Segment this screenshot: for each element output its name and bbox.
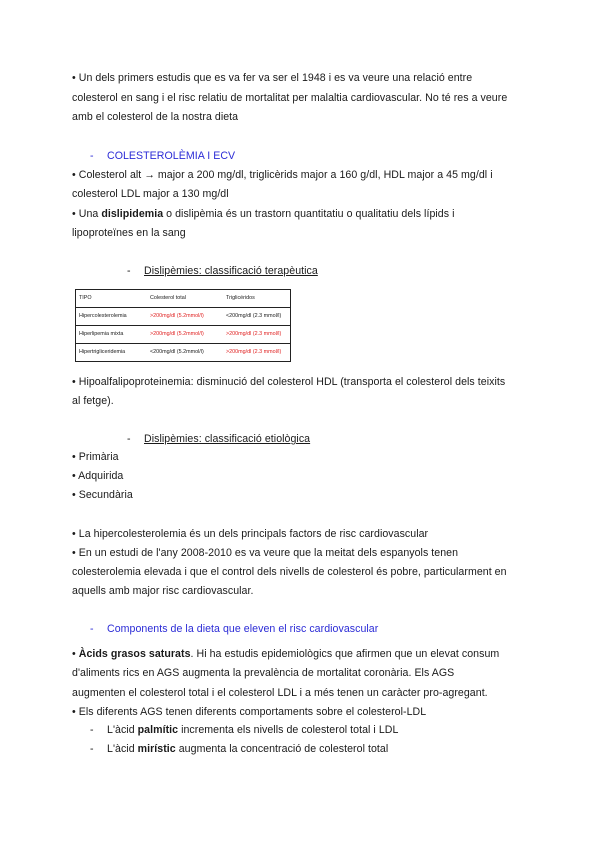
list-term: mirístic — [137, 743, 176, 755]
risk-line-2: • En un estudi de l'any 2008-2010 es va veure que la meitat dels espanyols tenen — [72, 547, 459, 559]
intro-line-1: • Un dels primers estudis que es va fer va ser el 1948 i es va veure una relació entre — [72, 72, 473, 84]
dislipidemia-post: o dislipèmia és un trastorn quantitatiu o qualitatiu dels lípids i — [163, 208, 455, 220]
cholesterol-line-2: colesterol LDL major a 130 mg/dl — [72, 188, 229, 200]
table-cell: Hipertrigliceridemia — [76, 344, 148, 362]
table-cell: Hiperlipemia mixta — [76, 326, 148, 344]
subheading-text: Dislipèmies: classificació etiològica — [144, 433, 311, 445]
list-item: • Primària — [72, 451, 119, 463]
heading-dash: - — [90, 623, 94, 635]
subheading-therapeutic — [127, 264, 318, 278]
hypo-line-1: • Hipoalfalipoproteinemia: disminució del colesterol HDL (transporta el colesterol dels teixits — [72, 376, 506, 388]
subheading-etiological — [127, 432, 310, 446]
risk-line-1: • La hipercolesterolemia és un dels principals factors de risc cardiovascular — [72, 528, 429, 540]
table-header-cell: Triglicéridos — [223, 290, 291, 308]
risk-line-3: colesterolemia elevada i que el control dels nivells de colesterol és pobre, particularment en — [72, 566, 507, 578]
ags-line-2: d'aliments rics en AGS augmenta la prevalència de mortalitat coronària. Els AGS — [72, 667, 455, 679]
subheading-dash: - — [127, 265, 131, 277]
list-post: augmenta la concentració de colesterol total — [175, 743, 389, 755]
list-dash: - — [90, 724, 94, 736]
ags-term: Àcids grasos saturats — [78, 648, 191, 660]
list-item — [90, 742, 388, 756]
heading-dash: - — [90, 150, 94, 162]
table-cell: <200mg/dl (5.2mmol/l) — [147, 344, 223, 362]
table-header-cell: Colesterol total — [147, 290, 223, 308]
dislipidemia-line-1 — [72, 207, 454, 221]
table-cell: >200mg/dl (5.2mmol/l) — [147, 308, 223, 326]
subheading-dash: - — [127, 433, 131, 445]
list-pre: L'àcid — [107, 743, 138, 755]
heading-text: Components de la dieta que eleven el risc cardiovascular — [107, 623, 379, 635]
list-item: • Secundària — [72, 489, 133, 501]
table-cell: >200mg/dl (2.3 mmol/l) — [223, 344, 291, 362]
dyslipidemia-table — [75, 289, 291, 362]
dislipidemia-term: dislipidemia — [101, 208, 164, 220]
section-heading-diet — [90, 622, 378, 636]
risk-line-4: aquells amb major risc cardiovascular. — [72, 585, 254, 597]
section-heading-colesterolemia — [90, 149, 235, 163]
list-dash: - — [90, 743, 94, 755]
table-row — [76, 344, 291, 362]
subheading-text: Dislipèmies: classificació terapèutica — [144, 265, 318, 277]
table-cell: <200mg/dl (2.3 mmol/l) — [223, 308, 291, 326]
list-post: incrementa els nivells de colesterol total i LDL — [178, 724, 399, 736]
ags-bullet: • — [72, 648, 79, 660]
table-cell: >200mg/dl (5.2mmol/l) — [147, 326, 223, 344]
table-header-cell: TIPO — [76, 290, 148, 308]
dislipidemia-pre: • Una — [72, 208, 102, 220]
ags-line-3: augmenten el colesterol total i el colesterol LDL i a més tenen un caràcter pro-agregant. — [72, 687, 488, 699]
table-row — [76, 326, 291, 344]
ags-line-1-post: . Hi ha estudis epidemiològics que afirmen que un elevat consum — [190, 648, 500, 660]
dislipidemia-line-2: lipoproteïnes en la sang — [72, 227, 186, 239]
table-row — [76, 308, 291, 326]
ags-line-4: • Els diferents AGS tenen diferents comportaments sobre el colesterol-LDL — [72, 706, 427, 718]
intro-line-2: colesterol en sang i el risc relatiu de mortalitat per malaltia cardiovascular. No té res a veure — [72, 92, 508, 104]
list-item: • Adquirida — [72, 470, 124, 482]
table-cell: >200mg/dl (2.3 mmol/l) — [223, 326, 291, 344]
intro-line-3: amb el colesterol de la nostra dieta — [72, 111, 239, 123]
table-header-row — [76, 290, 291, 308]
hypo-line-2: al fetge). — [72, 395, 114, 407]
cholesterol-line-1: • Colesterol alt → major a 200 mg/dl, triglicèrids major a 160 g/dl, HDL major a 45 mg/dl i — [72, 169, 493, 181]
list-item — [90, 723, 398, 737]
ags-line-1 — [72, 647, 499, 661]
heading-text: COLESTEROLÈMIA I ECV — [107, 150, 236, 162]
list-term: palmític — [137, 724, 179, 736]
table-cell: Hipercolesterolemia — [76, 308, 148, 326]
list-pre: L'àcid — [107, 724, 138, 736]
